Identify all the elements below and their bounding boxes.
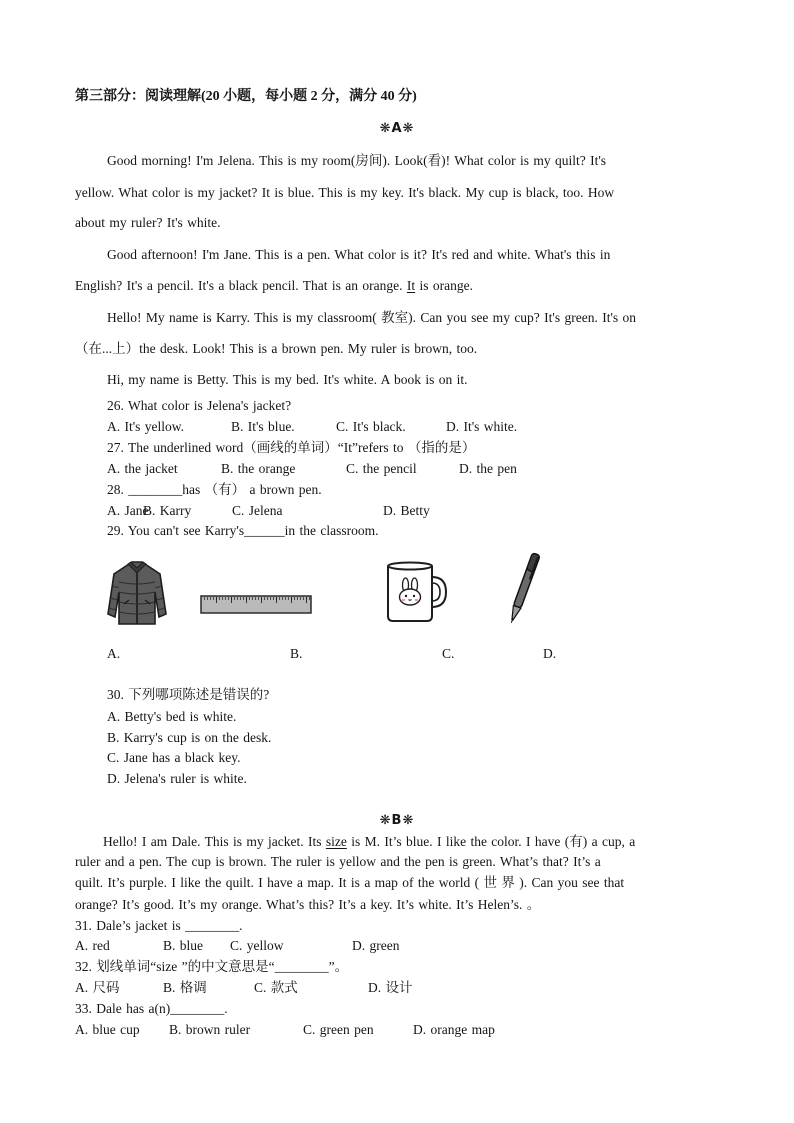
question-32-option-a: A. 尺码: [75, 980, 120, 995]
passage-a-line: Hi, my name is Betty. This is my bed. It's white. A book is on it.: [107, 372, 468, 387]
question-30-stem: 30. 下列哪项陈述是错误的?: [107, 687, 270, 702]
question-26-stem: 26. What color is Jelena's jacket?: [107, 398, 292, 413]
passage-b-line: ruler and a pen. The cup is brown. The ruler is yellow and the pen is green. What’s that? It’s a: [75, 854, 601, 869]
underlined-word-size: size: [325, 834, 347, 849]
question-33-option-d: D. orange map: [413, 1022, 495, 1037]
passage-a-line: yellow. What color is my jacket? It is blue. This is my key. It's black. My cup is black, too. How: [75, 185, 615, 200]
jacket-image: [106, 560, 168, 628]
question-28-option-a: A. Jane: [107, 503, 149, 518]
question-28-option-c: C. Jelena: [232, 503, 283, 518]
question-33-option-c: C. green pen: [303, 1022, 374, 1037]
passage-b-line: quilt. It’s purple. I like the quilt. I have a map. It is a map of the world ( 世 界 ). Can you see that: [75, 875, 625, 890]
question-32-option-c: C. 款式: [254, 980, 298, 995]
question-30-option-c: C. Jane has a black key.: [107, 750, 241, 765]
question-27-option-d: D. the pen: [459, 461, 517, 476]
passage-a-marker: ❋A❋: [379, 121, 415, 136]
question-27-stem: 27. The underlined word（画线的单词）“It”refers to （指的是）: [107, 440, 476, 455]
question-29-option-d: D.: [543, 646, 557, 661]
question-31-option-c: C. yellow: [230, 938, 284, 953]
line-text: Hello! I am Dale. This is my jacket. Its: [103, 834, 326, 849]
passage-a-line: about my ruler? It's white.: [75, 215, 221, 230]
question-31-option-d: D. green: [352, 938, 400, 953]
question-27-option-c: C. the pencil: [346, 461, 417, 476]
passage-b-line: orange? It’s good. It’s my orange. What’s this? It’s a key. It’s white. It’s Helen’s. 。: [75, 897, 541, 912]
question-32-option-b: B. 格调: [163, 980, 207, 995]
ruler-image: [200, 595, 312, 615]
question-26-option-d: D. It's white.: [446, 419, 518, 434]
question-27-option-a: A. the jacket: [107, 461, 178, 476]
question-28-option-b: B. Karry: [143, 503, 192, 518]
question-33-option-b: B. brown ruler: [169, 1022, 251, 1037]
line-text: English? It's a pencil. It's a black pencil. That is an orange.: [75, 278, 407, 293]
mug-image: [383, 560, 449, 624]
question-31-option-a: A. red: [75, 938, 110, 953]
passage-a-line: Good morning! I'm Jelena. This is my room(房间). Look(看)! What color is my quilt? It's: [107, 153, 607, 168]
question-31-stem: 31. Dale’s jacket is ________.: [75, 918, 243, 933]
question-29-stem: 29. You can't see Karry's______in the classroom.: [107, 523, 379, 538]
question-33-stem: 33. Dale has a(n)________.: [75, 1001, 228, 1016]
passage-b-marker: ❋B❋: [379, 813, 415, 828]
passage-a-line: Hello! My name is Karry. This is my classroom( 教室). Can you see my cup? It's green. It's on: [107, 310, 637, 325]
line-text: is M. It’s blue. I like the color. I have (有) a cup, a: [346, 834, 636, 849]
section-heading: 第三部分：阅读理解(20 小题，每小题 2 分，满分 40 分): [75, 89, 417, 104]
question-26-option-c: C. It's black.: [336, 419, 406, 434]
question-26-option-a: A. It's yellow.: [107, 419, 185, 434]
question-32-option-d: D. 设计: [368, 980, 413, 995]
question-30-option-b: B. Karry's cup is on the desk.: [107, 730, 272, 745]
question-28-stem: 28. ________has （有） a brown pen.: [107, 482, 322, 497]
question-29-option-b: B.: [290, 646, 303, 661]
question-26-option-b: B. It's blue.: [231, 419, 295, 434]
question-29-option-a: A.: [107, 646, 121, 661]
question-30-option-a: A. Betty's bed is white.: [107, 709, 237, 724]
pen-image: [504, 548, 544, 628]
question-27-option-b: B. the orange: [221, 461, 296, 476]
underlined-word-it: It: [406, 278, 416, 293]
passage-a-line: Good afternoon! I'm Jane. This is a pen. What color is it? It's red and white. What's this in: [107, 247, 611, 262]
question-28-option-d: D. Betty: [383, 503, 430, 518]
passage-a-line: （在...上）the desk. Look! This is a brown pen. My ruler is brown, too.: [75, 341, 478, 356]
passage-a-line: [75, 276, 473, 296]
question-32-stem: 32. 划线单词“size ”的中文意思是“________”。: [75, 959, 349, 974]
line-text: is orange.: [415, 278, 474, 293]
question-29-option-c: C.: [442, 646, 455, 661]
question-30-option-d: D. Jelena's ruler is white.: [107, 771, 247, 786]
question-31-option-b: B. blue: [163, 938, 203, 953]
passage-b-line: [103, 832, 635, 852]
question-33-option-a: A. blue cup: [75, 1022, 140, 1037]
